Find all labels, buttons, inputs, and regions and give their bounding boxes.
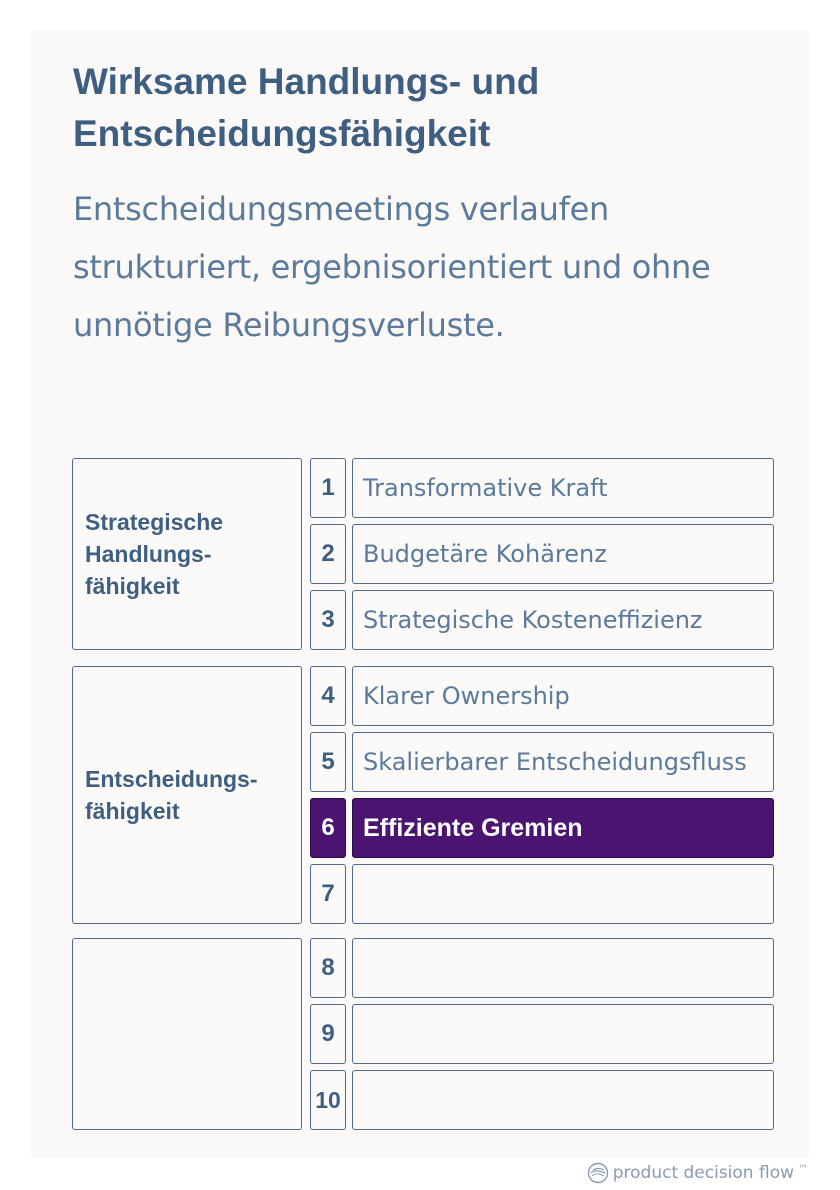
- subtitle-line-3: unnötige Reibungsverluste.: [73, 306, 505, 344]
- group-label-line: Strategische: [85, 509, 224, 535]
- item-number-5: 5: [310, 732, 346, 792]
- group-label-line: Handlungs-: [85, 541, 212, 567]
- item-strategische-kosteneffizienz[interactable]: Strategische Kosteneffizienz: [352, 590, 774, 650]
- group-strategische-handlungsfaehigkeit: [72, 458, 302, 650]
- title-line-2: Entscheidungsfähigkeit: [73, 113, 491, 154]
- group-label: [85, 506, 223, 602]
- item-number-8: 8: [310, 938, 346, 998]
- compass-swirl-icon: [587, 1162, 609, 1184]
- item-number-3: 3: [310, 590, 346, 650]
- item-empty-7[interactable]: [352, 864, 774, 924]
- item-number-1: 1: [310, 458, 346, 518]
- item-empty-10[interactable]: [352, 1070, 774, 1130]
- item-skalierbarer-entscheidungsfluss[interactable]: Skalierbarer Entscheidungsfluss: [352, 732, 774, 792]
- subtitle-line-1: Entscheidungsmeetings verlaufen: [73, 190, 609, 228]
- item-number-9: 9: [310, 1004, 346, 1064]
- item-number-10: 10: [310, 1070, 346, 1130]
- item-number-4: 4: [310, 666, 346, 726]
- item-number-7: 7: [310, 864, 346, 924]
- trademark: ™: [798, 1163, 808, 1175]
- item-effiziente-gremien[interactable]: Effiziente Gremien: [352, 798, 774, 858]
- group-empty: [72, 938, 302, 1130]
- item-transformative-kraft[interactable]: Transformative Kraft: [352, 458, 774, 518]
- brand-name: product decision flow: [612, 1163, 794, 1183]
- item-number-2: 2: [310, 524, 346, 584]
- item-empty-9[interactable]: [352, 1004, 774, 1064]
- page-title: [73, 56, 773, 160]
- item-klarer-ownership[interactable]: Klarer Ownership: [352, 666, 774, 726]
- group-label-line: Entscheidungs-: [85, 766, 258, 792]
- page-subtitle: [73, 180, 793, 354]
- group-label-line: fähigkeit: [85, 798, 180, 824]
- footer-brand: [587, 1162, 808, 1184]
- group-entscheidungsfaehigkeit: [72, 666, 302, 924]
- item-number-6: 6: [310, 798, 346, 858]
- title-line-1: Wirksame Handlungs- und: [73, 61, 540, 102]
- item-empty-8[interactable]: [352, 938, 774, 998]
- group-label: [85, 763, 258, 827]
- subtitle-line-2: strukturiert, ergebnisorientiert und ohne: [73, 248, 711, 286]
- item-budgetaere-kohaerenz[interactable]: Budgetäre Kohärenz: [352, 524, 774, 584]
- group-label-line: fähigkeit: [85, 573, 180, 599]
